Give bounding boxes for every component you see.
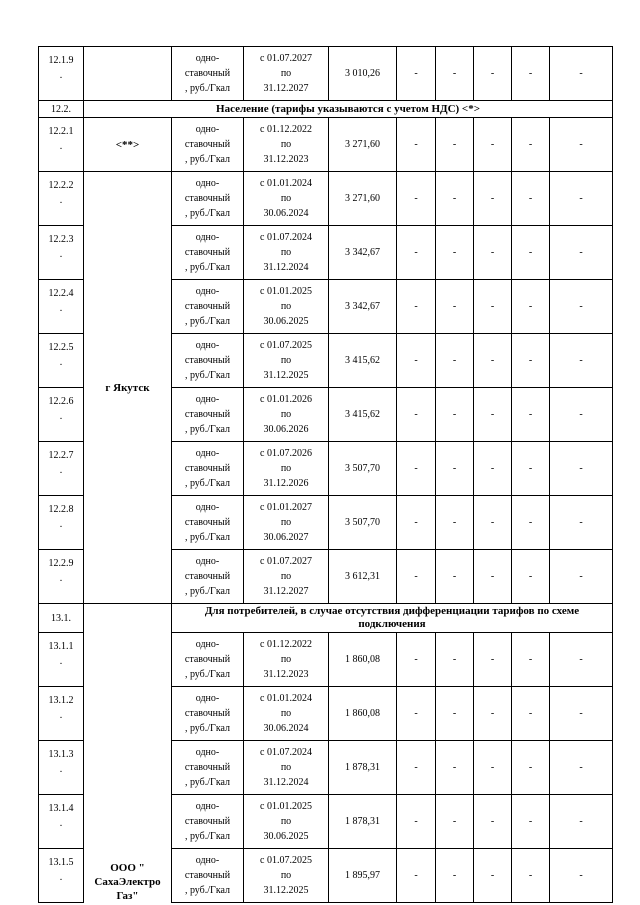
empty-value: - [512,496,550,550]
empty-value: - [397,118,436,172]
organization-note: <**> [84,118,172,172]
empty-value: - [474,550,512,604]
tariff-value: 1 860,08 [329,687,397,741]
empty-value: - [550,795,613,849]
empty-value: - [436,388,474,442]
organization-cell [84,47,172,101]
tariff-period: с 01.12.2022 по 31.12.2023 [244,633,329,687]
empty-value: - [474,172,512,226]
empty-value: - [397,442,436,496]
row-number: 12.2.2 . [39,172,84,226]
empty-value: - [397,226,436,280]
empty-value: - [397,633,436,687]
empty-value: - [550,280,613,334]
empty-value: - [474,280,512,334]
empty-value: - [397,687,436,741]
tariff-unit: одно- ставочный , руб./Гкал [172,550,244,604]
tariff-period: с 01.07.2025 по 31.12.2025 [244,849,329,903]
section-title: Для потребителей, в случае отсутствия дифференциации тарифов по схеме подключения [172,604,613,633]
empty-value: - [512,550,550,604]
empty-value: - [436,118,474,172]
tariff-unit: одно- ставочный , руб./Гкал [172,442,244,496]
empty-value: - [436,334,474,388]
empty-value: - [436,172,474,226]
empty-value: - [436,226,474,280]
empty-value: - [436,442,474,496]
table-row [39,118,613,172]
empty-value: - [550,849,613,903]
section-header-row [39,604,613,633]
tariff-period: с 01.01.2026 по 30.06.2026 [244,388,329,442]
empty-value: - [474,496,512,550]
empty-value: - [474,118,512,172]
tariff-unit: одно- ставочный , руб./Гкал [172,226,244,280]
row-number: 12.2.5 . [39,334,84,388]
row-number: 12.2.6 . [39,388,84,442]
row-number: 13.1.3 . [39,741,84,795]
empty-value: - [436,741,474,795]
empty-value: - [550,496,613,550]
empty-value: - [436,633,474,687]
empty-value: - [512,795,550,849]
empty-value: - [474,47,512,101]
empty-value: - [474,849,512,903]
tariff-unit: одно- ставочный , руб./Гкал [172,47,244,101]
tariff-unit: одно- ставочный , руб./Гкал [172,687,244,741]
empty-value: - [512,849,550,903]
empty-value: - [397,47,436,101]
empty-value: - [474,442,512,496]
empty-value: - [397,550,436,604]
empty-value: - [397,172,436,226]
empty-value: - [474,795,512,849]
empty-value: - [512,687,550,741]
empty-value: - [512,118,550,172]
empty-value: - [512,334,550,388]
tariff-unit: одно- ставочный , руб./Гкал [172,496,244,550]
row-number: 12.2.8 . [39,496,84,550]
tariff-period: с 01.01.2025 по 30.06.2025 [244,280,329,334]
empty-value: - [397,496,436,550]
row-number: 12.2.4 . [39,280,84,334]
tariff-period: с 01.07.2027 по 31.12.2027 [244,47,329,101]
tariff-value: 1 895,97 [329,849,397,903]
empty-value: - [474,687,512,741]
tariff-value: 3 507,70 [329,496,397,550]
tariff-value: 3 271,60 [329,172,397,226]
tariff-value: 1 860,08 [329,633,397,687]
section-title: Население (тарифы указываются с учетом НДС) <*> [84,101,613,118]
tariff-period: с 01.07.2024 по 31.12.2024 [244,741,329,795]
empty-value: - [550,442,613,496]
empty-value: - [436,687,474,741]
tariff-unit: одно- ставочный , руб./Гкал [172,388,244,442]
organization-name: г Якутск [84,172,172,604]
empty-value: - [436,795,474,849]
tariff-period: с 01.07.2024 по 31.12.2024 [244,226,329,280]
empty-value: - [474,388,512,442]
empty-value: - [550,633,613,687]
empty-value: - [550,172,613,226]
tariff-value: 1 878,31 [329,795,397,849]
empty-value: - [550,388,613,442]
empty-value: - [512,442,550,496]
empty-value: - [397,388,436,442]
empty-value: - [436,496,474,550]
empty-value: - [512,388,550,442]
tariff-value: 3 612,31 [329,550,397,604]
tariff-unit: одно- ставочный , руб./Гкал [172,795,244,849]
tariff-value: 1 878,31 [329,741,397,795]
tariff-unit: одно- ставочный , руб./Гкал [172,334,244,388]
row-number: 13.1.2 . [39,687,84,741]
empty-value: - [397,280,436,334]
tariff-value: 3 415,62 [329,334,397,388]
tariff-unit: одно- ставочный , руб./Гкал [172,280,244,334]
row-number: 12.2.3 . [39,226,84,280]
organization-name: ООО " СахаЭлектро Газ" [84,604,172,903]
tariff-value: 3 342,67 [329,280,397,334]
tariff-value: 3 010,26 [329,47,397,101]
empty-value: - [397,741,436,795]
row-number: 12.2.7 . [39,442,84,496]
empty-value: - [474,741,512,795]
tariff-table [38,46,613,903]
tariff-value: 3 507,70 [329,442,397,496]
empty-value: - [397,334,436,388]
empty-value: - [550,226,613,280]
tariff-period: с 01.07.2026 по 31.12.2026 [244,442,329,496]
tariff-unit: одно- ставочный , руб./Гкал [172,118,244,172]
tariff-period: с 01.07.2027 по 31.12.2027 [244,550,329,604]
tariff-period: с 01.01.2027 по 30.06.2027 [244,496,329,550]
section-number: 13.1. [39,604,84,633]
row-number: 13.1.4 . [39,795,84,849]
empty-value: - [550,334,613,388]
empty-value: - [512,741,550,795]
row-number: 12.2.9 . [39,550,84,604]
empty-value: - [436,47,474,101]
section-number: 12.2. [39,101,84,118]
empty-value: - [550,47,613,101]
tariff-period: с 01.01.2024 по 30.06.2024 [244,687,329,741]
section-header-row [39,101,613,118]
tariff-unit: одно- ставочный , руб./Гкал [172,172,244,226]
table-row [39,47,613,101]
empty-value: - [474,633,512,687]
tariff-period: с 01.01.2024 по 30.06.2024 [244,172,329,226]
empty-value: - [512,280,550,334]
tariff-unit: одно- ставочный , руб./Гкал [172,849,244,903]
tariff-period: с 01.12.2022 по 31.12.2023 [244,118,329,172]
tariff-period: с 01.07.2025 по 31.12.2025 [244,334,329,388]
empty-value: - [474,334,512,388]
empty-value: - [436,550,474,604]
table-row [39,172,613,226]
empty-value: - [512,172,550,226]
empty-value: - [512,226,550,280]
empty-value: - [512,47,550,101]
row-number: 12.1.9 . [39,47,84,101]
tariff-period: с 01.01.2025 по 30.06.2025 [244,795,329,849]
empty-value: - [397,849,436,903]
tariff-value: 3 342,67 [329,226,397,280]
empty-value: - [474,226,512,280]
empty-value: - [512,633,550,687]
row-number: 12.2.1 . [39,118,84,172]
tariff-value: 3 271,60 [329,118,397,172]
empty-value: - [550,687,613,741]
row-number: 13.1.5 . [39,849,84,903]
empty-value: - [397,795,436,849]
empty-value: - [550,550,613,604]
empty-value: - [436,849,474,903]
tariff-unit: одно- ставочный , руб./Гкал [172,633,244,687]
tariff-value: 3 415,62 [329,388,397,442]
empty-value: - [436,280,474,334]
tariff-unit: одно- ставочный , руб./Гкал [172,741,244,795]
empty-value: - [550,741,613,795]
row-number: 13.1.1 . [39,633,84,687]
empty-value: - [550,118,613,172]
tariff-table-body [39,47,613,903]
